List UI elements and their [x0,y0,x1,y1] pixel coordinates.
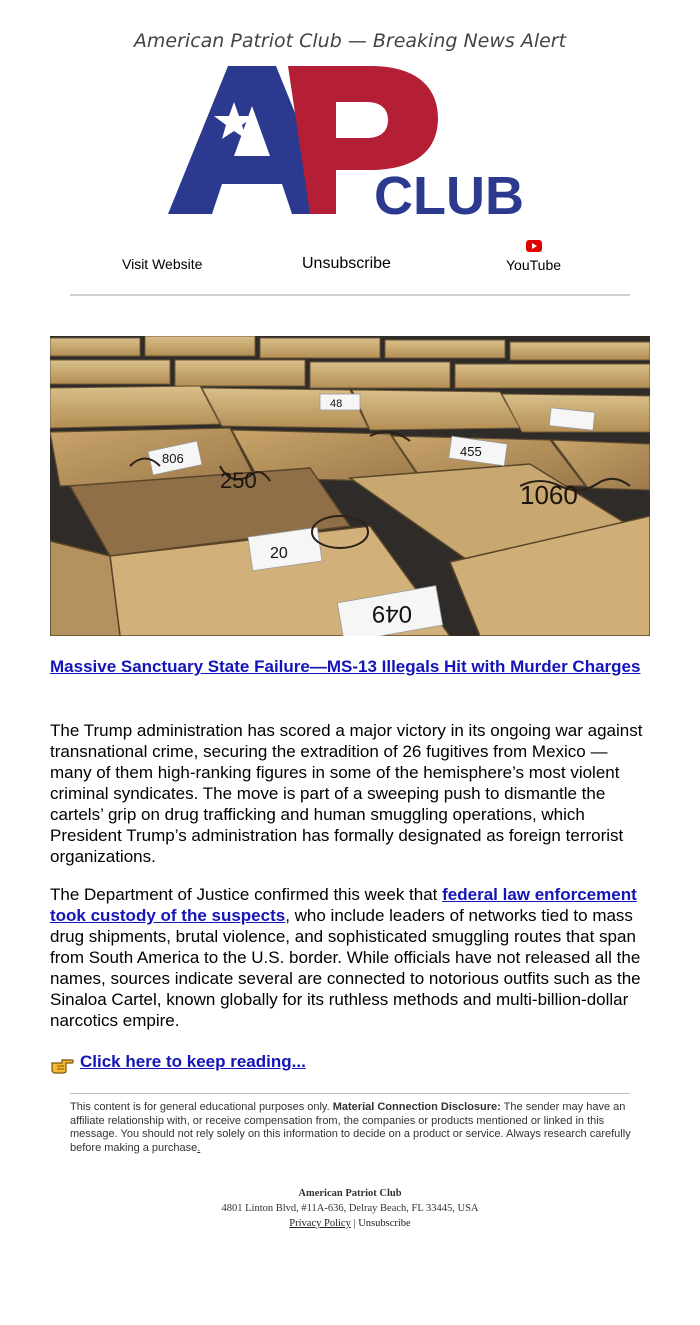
custody-link[interactable]: federal law enforcement took custody of the suspects [50,885,637,925]
svg-text:20: 20 [270,545,288,562]
footer-org-name: American Patriot Club [298,1188,402,1199]
footer-address: 4801 Linton Blvd, #11A-636, Delray Beach, FL 33445, USA [221,1203,479,1214]
visit-website-link[interactable]: Visit Website [122,256,203,272]
photo-of-packages-icon [50,336,650,636]
disclosure-heading: Material Connection Disclosure: [332,1101,501,1113]
top-nav [0,240,700,280]
article-paragraph-2 [50,884,650,1031]
footer-unsubscribe-link[interactable]: Unsubscribe [358,1218,411,1229]
newsletter-title: American Patriot Club — Breaking News Alert [133,30,567,52]
svg-text:455: 455 [460,444,482,459]
paragraph-2-rest: , who include leaders of networks tied to mass drug shipments, brutal violence, and sophisticated smuggling routes that span from South America to the U.S. border. While officials have not released all the names, sources indicate several are connected to notorious outfits such as the Sinaloa Cartel, known globally for its ruthless methods and multi-billion-dollar narcotics empire. [50,906,641,1030]
privacy-policy-link[interactable]: Privacy Policy [289,1218,351,1229]
svg-text:1060: 1060 [520,480,578,510]
article-paragraph-1: The Trump administration has scored a major victory in its ongoing war against transnational crime, securing the extradition of 26 fugitives from Mexico — many of them high-ranking figures in some of the hemisphere’s most violent criminal syndicates. The move is part of a sweeping push to dismantle the cartels’ grip on drug trafficking and human smuggling operations, which President Trump’s administration has formally designated as foreign terrorist organizations. [50,721,643,866]
disclaimer-period-link[interactable]: . [197,1141,201,1154]
ap-club-logo [160,62,540,222]
paragraph-2-intro: The Department of Justice confirmed this week that [50,885,443,904]
pointing-hand-icon [50,1056,74,1074]
hero-image[interactable] [50,336,650,636]
headline-link[interactable]: Massive Sanctuary State Failure—MS-13 Illegals Hit with Murder Charges [50,657,641,676]
disclaimer-intro: This content is for general educational purposes only. [70,1101,333,1113]
svg-text:806: 806 [162,451,184,466]
youtube-link[interactable]: YouTube [506,257,562,273]
footer-links [0,1218,700,1229]
youtube-icon[interactable] [526,240,542,252]
svg-text:CLUB: CLUB [374,166,524,222]
article-headline [50,656,650,677]
disclaimer-body: The sender may have an affiliate relationship with, or receive compensation from, the companies or products mentioned or linked in this message. You should not rely solely on this information to decide on a product or service. Always research carefully before making a purchase [70,1101,631,1154]
header-divider [70,294,630,296]
unsubscribe-link[interactable]: Unsubscribe [302,255,391,272]
footer-divider [70,1093,630,1094]
keep-reading-link[interactable]: Click here to keep reading... [80,1052,306,1071]
svg-text:049: 049 [371,600,412,627]
svg-text:250: 250 [220,468,257,493]
disclaimer-text [70,1101,632,1155]
keep-reading-cta [50,1052,650,1076]
svg-text:48: 48 [330,398,343,410]
footer-separator: | [350,1218,359,1229]
